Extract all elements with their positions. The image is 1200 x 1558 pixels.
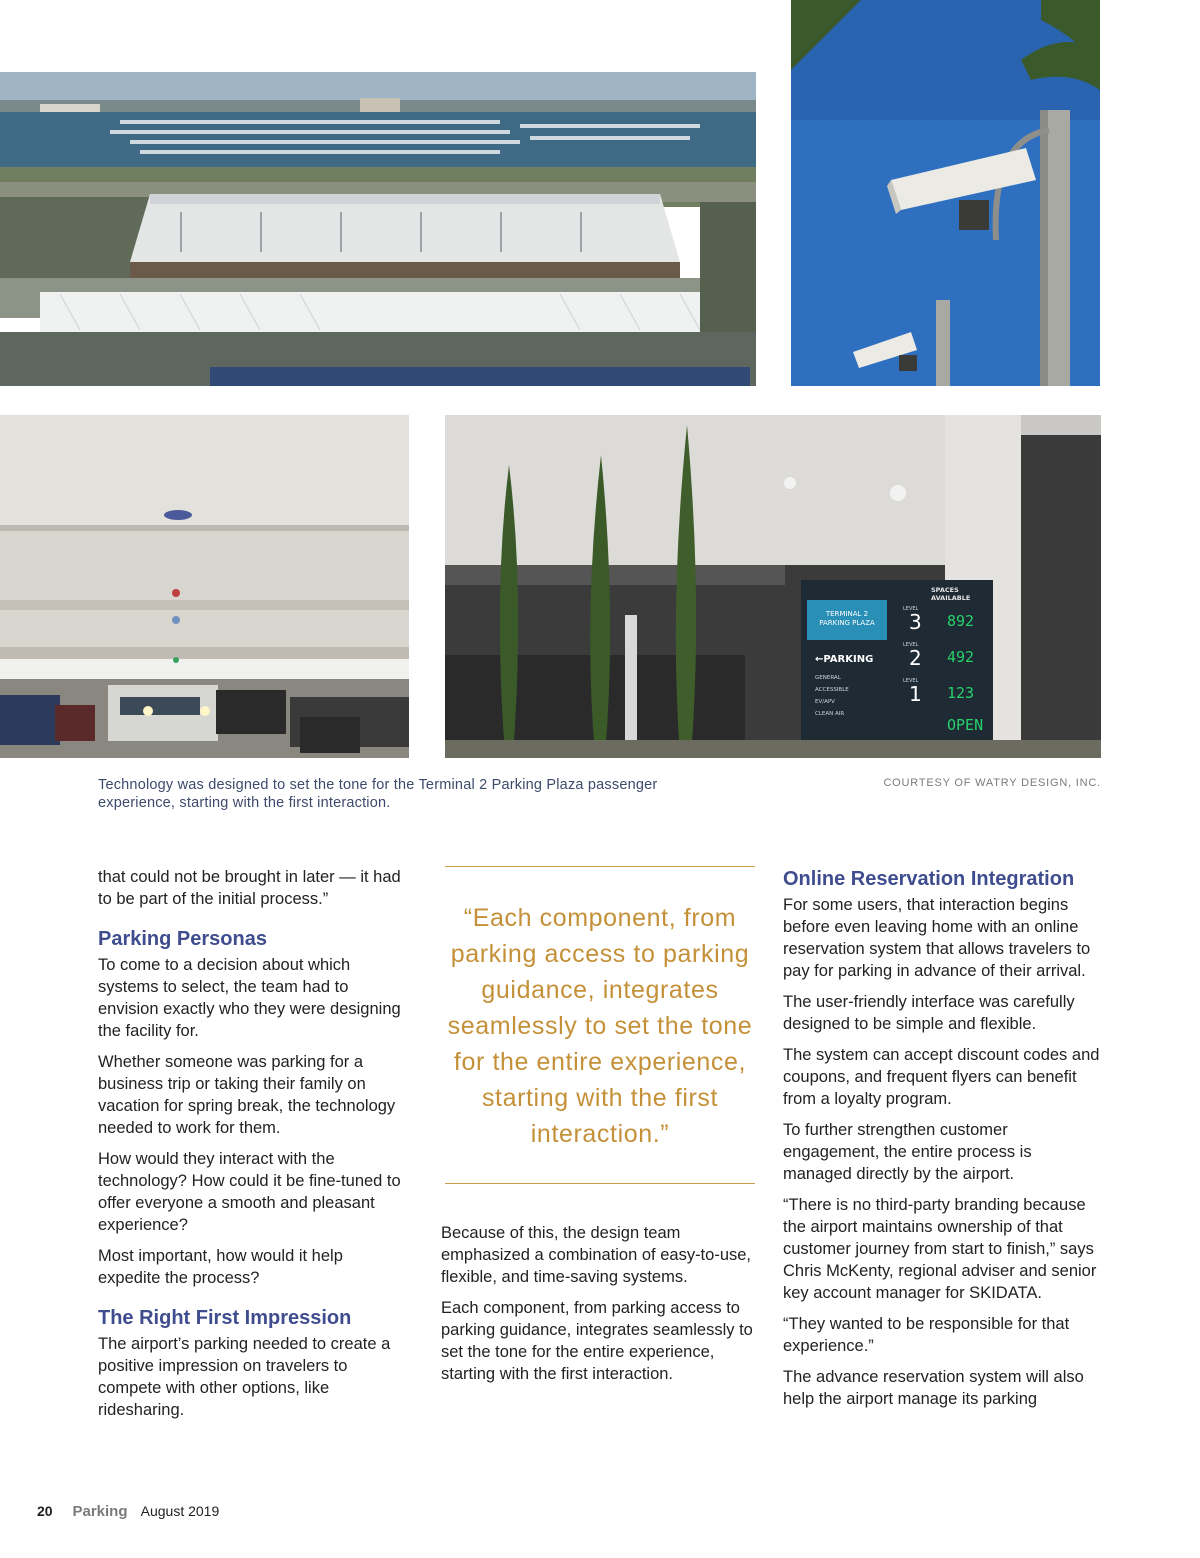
page-footer [37, 1503, 219, 1520]
security-cameras-photo [791, 0, 1100, 386]
pullquote-top-rule [445, 866, 755, 867]
body-paragraph: The user-friendly interface was carefully designed to be simple and flexible. [783, 993, 1075, 1033]
body-paragraph: To come to a decision about which systems to select, the team had to envision exactly who they were designing the facility for. [98, 956, 401, 1040]
body-paragraph: The system can accept discount codes and coupons, and frequent flyers can benefit from a loyalty program. [783, 1046, 1100, 1108]
right-column [783, 866, 1103, 1419]
sign-legend-item: CLEAN AIR [815, 711, 845, 717]
issue-date: August 2019 [140, 1503, 220, 1519]
sign-header-line1: SPACES [931, 586, 959, 594]
garage-interior-photo [0, 415, 409, 758]
sign-level-row [903, 642, 989, 668]
middle-column [441, 1222, 763, 1394]
pull-quote: “Each component, from parking access to parking guidance, integrates seamlessly to set the tone for the entire experience, starting with the first interaction.” [447, 904, 753, 1148]
sign-status: OPEN [947, 716, 984, 734]
sign-level-spaces: 123 [947, 684, 975, 702]
sign-legend-item: EV/APV [815, 699, 835, 705]
sign-level-spaces: 892 [947, 612, 975, 630]
sign-title-line1: TERMINAL 2 [825, 610, 869, 618]
sign-header-line2: AVAILABLE [931, 594, 971, 602]
parking-sign-photo [445, 415, 1101, 758]
sign-title-panel [807, 600, 887, 640]
sign-level-row [903, 606, 989, 632]
sign-level-label: LEVEL [903, 606, 919, 612]
photo-caption: Technology was designed to set the tone for the Terminal 2 Parking Plaza passenger experience, starting with the first interaction. [98, 777, 658, 811]
sign-legend-item: ACCESSIBLE [815, 687, 849, 693]
section-heading: Parking Personas [98, 928, 267, 950]
availability-sign [801, 580, 993, 740]
body-paragraph: For some users, that interaction begins before even leaving home with an online reservation system that allows travelers to pay for parking in advance of their arrival. [783, 896, 1091, 980]
sign-level-label: LEVEL [903, 642, 919, 648]
sign-level-number: 1 [909, 682, 922, 706]
section-heading: Online Reservation Integration [783, 868, 1075, 890]
body-paragraph: Whether someone was parking for a business trip or taking their family on vacation for spring break, the technology needed to work for them. [98, 1053, 396, 1137]
sign-header [931, 586, 970, 602]
body-paragraph: “There is no third-party branding because the airport maintains ownership of that customer journey from start to finish,” says Chris McKenty, regional adviser and senior key account manager for SKIDATA. [783, 1196, 1097, 1302]
body-paragraph: The airport’s parking needed to create a positive impression on travelers to compete with other options, like ridesharing. [98, 1335, 391, 1419]
body-paragraph: Most important, how would it help expedite the process? [98, 1247, 343, 1287]
page-number: 20 [37, 1503, 53, 1519]
sign-level-number: 3 [909, 610, 922, 634]
body-paragraph: Because of this, the design team emphasized a combination of easy-to-use, flexible, and time-saving systems. [441, 1224, 752, 1286]
sign-parking-label: ←PARKING [815, 654, 874, 665]
body-paragraph: that could not be brought in later — it had to be part of the initial process.” [98, 868, 401, 908]
photo-credit: COURTESY OF WATRY DESIGN, INC. [883, 777, 1101, 789]
body-paragraph: Each component, from parking access to parking guidance, integrates seamlessly to set the tone for the entire experience, starting with the first interaction. [441, 1299, 753, 1383]
body-paragraph: “They wanted to be responsible for that experience.” [783, 1315, 1070, 1355]
pullquote-bottom-rule [445, 1183, 755, 1184]
left-column [98, 866, 403, 1430]
sign-title-line2: PARKING PLAZA [819, 619, 875, 627]
body-paragraph: To further strengthen customer engagement, the entire process is managed directly by the airport. [783, 1121, 1032, 1183]
sign-level-row [903, 678, 989, 704]
body-paragraph: The advance reservation system will also help the airport manage its parking [783, 1368, 1084, 1408]
sign-legend [815, 672, 849, 720]
sign-level-label: LEVEL [903, 678, 919, 684]
sign-level-number: 2 [909, 646, 922, 670]
sign-legend-item: GENERAL [815, 675, 841, 681]
body-paragraph: How would they interact with the technology? How could it be fine-tuned to offer everyone a smooth and pleasant experience? [98, 1150, 401, 1234]
section-heading: The Right First Impression [98, 1307, 352, 1329]
sign-level-spaces: 492 [947, 648, 975, 666]
magazine-name: Parking [72, 1503, 128, 1520]
aerial-photo [0, 72, 756, 386]
